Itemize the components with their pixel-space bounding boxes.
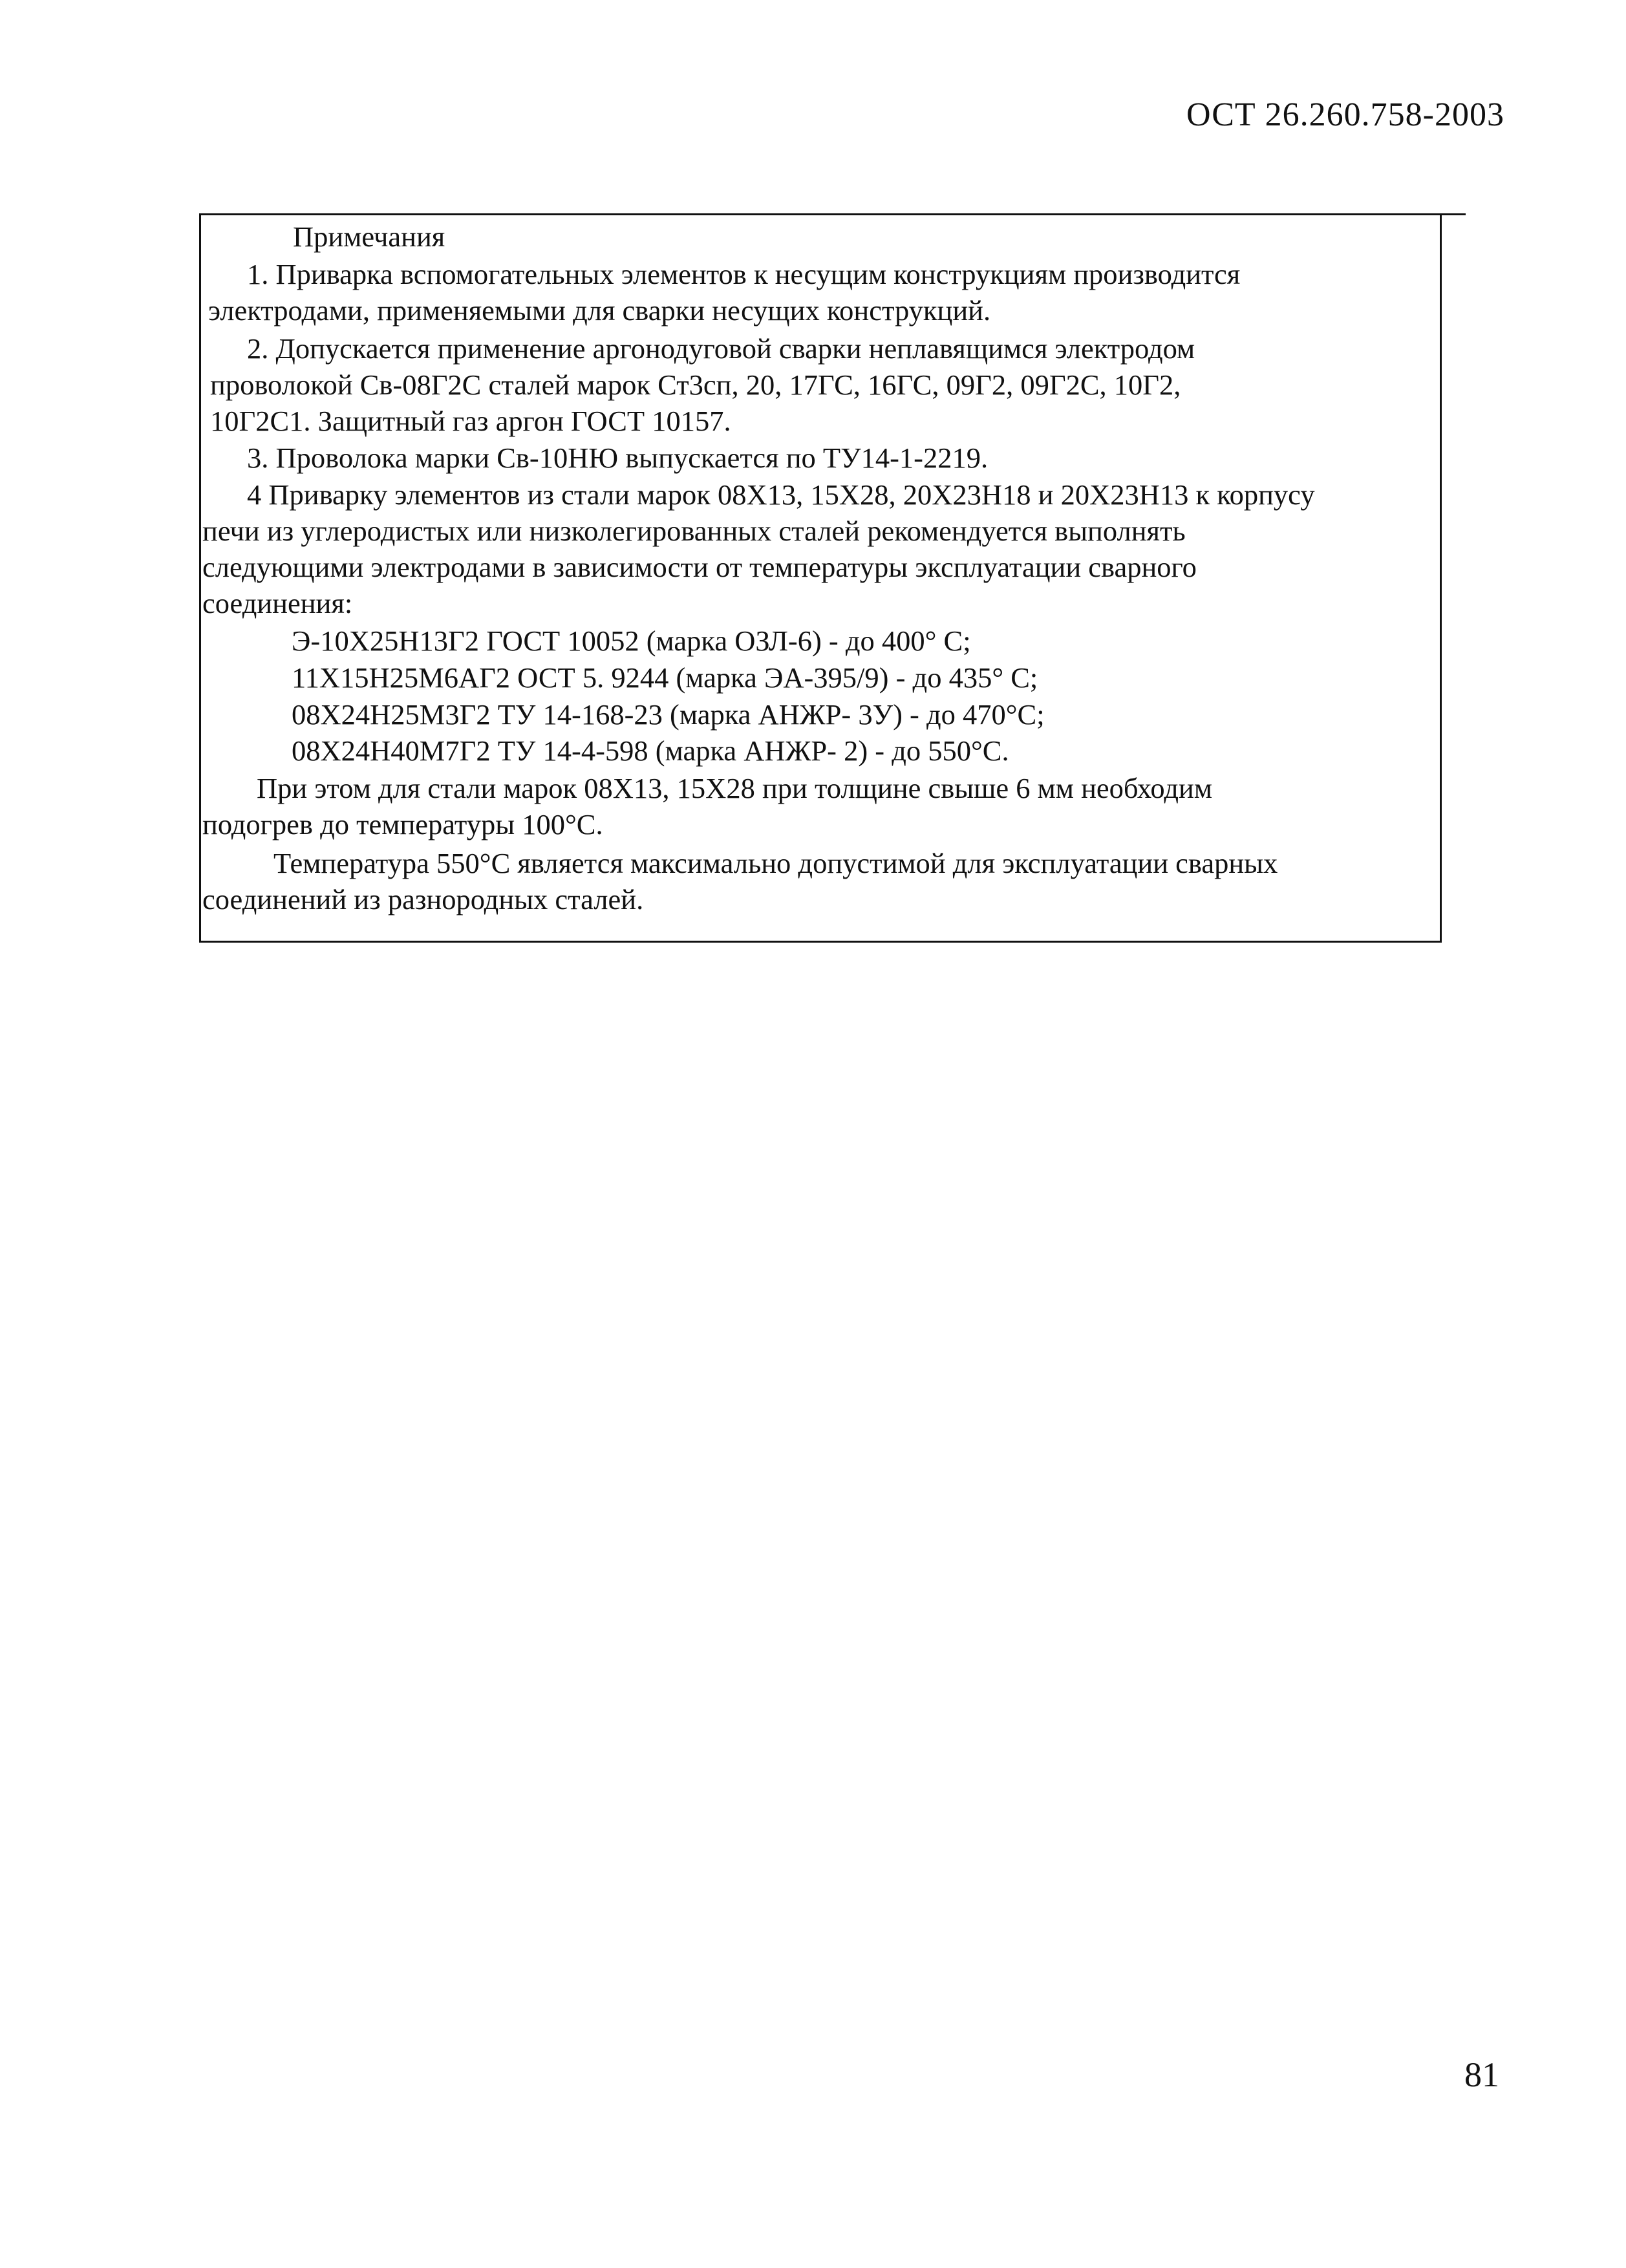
notes-title: Примечания [293, 220, 445, 253]
page-number: 81 [1464, 2055, 1499, 2094]
note-line: печи из углеродистых или низколегированных сталей рекомендуется выполнять [202, 515, 1186, 547]
note-line: соединения: [202, 587, 353, 619]
note-line: 10Г2С1. Защитный газ аргон ГОСТ 10157. [210, 405, 731, 437]
note-line: 2. Допускается применение аргонодуговой сварки неплавящимся электродом [247, 332, 1195, 365]
note-line: подогрев до температуры 100°С. [202, 808, 603, 840]
note-line: следующими электродами в зависимости от температуры эксплуатации сварного [202, 551, 1197, 583]
note-line: электродами, применяемыми для сварки несущих конструкций. [208, 294, 991, 326]
note-line: 4 Приварку элементов из стали марок 08Х13, 15Х28, 20Х23Н18 и 20Х23Н13 к корпусу [247, 478, 1315, 511]
note-line: 1. Приварка вспомогательных элементов к несущим конструкциям производится [247, 258, 1241, 290]
document-code: ОСТ 26.260.758-2003 [1186, 96, 1504, 133]
note-line: Температура 550°С является максимально допустимой для эксплуатации сварных [273, 847, 1278, 879]
note-line: соединений из разнородных сталей. [202, 883, 644, 915]
note-line: При этом для стали марок 08Х13, 15Х28 при толщине свыше 6 мм необходим [257, 772, 1212, 804]
electrode-item: 08Х24Н25М3Г2 ТУ 14-168-23 (марка АНЖР- 3У) - до 470°С; [292, 698, 1045, 731]
box-top-border-extension [1440, 213, 1466, 215]
electrode-item: Э-10Х25Н13Г2 ГОСТ 10052 (марка ОЗЛ-6) - до 400° С; [292, 625, 971, 657]
notes-box [199, 213, 1442, 943]
note-line: 3. Проволока марки Св-10НЮ выпускается по ТУ14-1-2219. [247, 442, 989, 474]
electrode-item: 11Х15Н25М6АГ2 ОСТ 5. 9244 (марка ЭА-395/9) - до 435° С; [292, 661, 1038, 694]
note-line: проволокой Св-08Г2С сталей марок Ст3сп, 20, 17ГС, 16ГС, 09Г2, 09Г2С, 10Г2, [210, 369, 1181, 401]
electrode-item: 08Х24Н40М7Г2 ТУ 14-4-598 (марка АНЖР- 2) - до 550°С. [292, 734, 1009, 767]
